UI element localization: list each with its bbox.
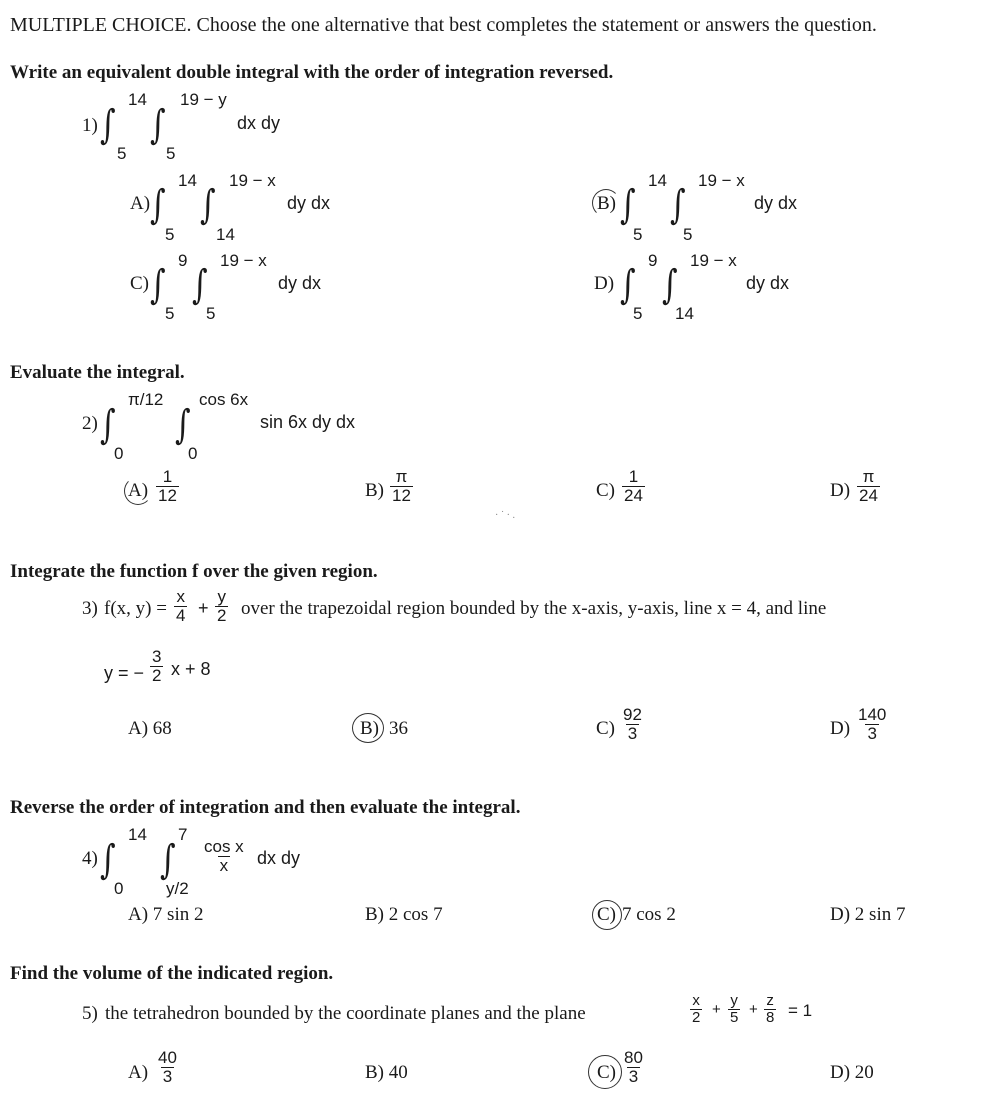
denominator: 2 xyxy=(217,605,227,625)
option-a[interactable]: A) 7 sin 2 xyxy=(128,904,204,925)
plus-sign: + xyxy=(712,1001,721,1018)
denominator: x xyxy=(219,855,229,875)
inner-upper-limit: cos 6x xyxy=(199,390,249,409)
fraction xyxy=(857,468,880,505)
option-label: A) xyxy=(128,480,149,501)
integrand-fraction xyxy=(202,838,246,875)
numerator: cos x xyxy=(204,837,244,856)
integral-sign: ∫ xyxy=(100,837,116,883)
outer-upper-limit: 14 xyxy=(178,171,197,190)
numerator: 92 xyxy=(623,705,642,724)
outer-lower-limit: 5 xyxy=(165,225,175,244)
question-text: the tetrahedron bounded by the coordinate planes and the plane xyxy=(105,1003,586,1024)
outer-upper-limit: 14 xyxy=(128,90,147,109)
fraction xyxy=(156,1049,179,1086)
section-heading-5: Find the volume of the indicated region. xyxy=(10,963,334,984)
integral-sign: ∫ xyxy=(150,262,166,308)
option-value: 36 xyxy=(389,718,408,739)
inner-lower-limit: 0 xyxy=(188,444,198,463)
denominator: 3 xyxy=(867,723,877,743)
section-heading-2: Evaluate the integral. xyxy=(10,362,185,383)
denominator: 12 xyxy=(158,485,177,505)
outer-upper-limit: 14 xyxy=(128,825,147,844)
plus-sign: + xyxy=(198,598,209,618)
denominator: 12 xyxy=(392,485,411,505)
fraction xyxy=(622,1049,645,1086)
outer-lower-limit: 5 xyxy=(117,144,127,163)
outer-lower-limit: 0 xyxy=(114,444,124,463)
fraction xyxy=(728,993,740,1026)
differential: dy dx xyxy=(746,273,790,293)
integral-sign: ∫ xyxy=(670,182,686,228)
integral-sign: ∫ xyxy=(175,402,191,448)
numerator: 1 xyxy=(628,467,639,486)
integral-sign: ∫ xyxy=(662,262,678,308)
differential: dy dx xyxy=(287,193,331,213)
fraction xyxy=(215,588,228,625)
option-label: C) xyxy=(597,1062,616,1083)
denominator: 24 xyxy=(624,485,643,505)
numerator: π xyxy=(862,467,875,486)
fraction xyxy=(174,588,187,625)
differential: dy dx xyxy=(754,193,798,213)
outer-upper-limit: 9 xyxy=(648,251,658,270)
inner-upper-limit: 19 − x xyxy=(690,251,737,270)
numerator: 1 xyxy=(162,467,173,486)
numerator: y xyxy=(217,587,226,606)
integrand: sin 6x dy dx xyxy=(260,412,356,432)
outer-lower-limit: 0 xyxy=(114,879,124,898)
inner-lower-limit: y/2 xyxy=(166,879,189,898)
differential: dx dy xyxy=(257,848,301,868)
denominator: 3 xyxy=(627,723,638,743)
option-label: A) xyxy=(128,1062,149,1083)
scan-speck: · ˙ · . xyxy=(495,510,515,521)
fraction xyxy=(622,468,645,505)
fraction xyxy=(150,648,163,685)
outer-upper-limit: 14 xyxy=(648,171,667,190)
option-b[interactable]: B) 40 xyxy=(365,1062,408,1083)
integral-sign: ∫ xyxy=(150,102,166,148)
integral-sign: ∫ xyxy=(620,182,636,228)
option-label: B) xyxy=(365,480,384,501)
answer-mark-circle xyxy=(124,477,152,505)
question-number: 5) xyxy=(82,1003,98,1024)
denominator: 2 xyxy=(152,665,162,685)
inner-upper-limit: 19 − x xyxy=(229,171,276,190)
inner-lower-limit: 14 xyxy=(675,304,694,323)
inner-upper-limit: 19 − y xyxy=(180,90,227,109)
numerator: x xyxy=(692,992,700,1009)
integral-sign: ∫ xyxy=(100,402,116,448)
inner-lower-limit: 5 xyxy=(166,144,176,163)
option-label: A) xyxy=(130,193,151,214)
fraction xyxy=(156,468,179,505)
integral-sign: ∫ xyxy=(620,262,636,308)
option-label: C) xyxy=(596,480,615,501)
line-equation-lhs: y = − xyxy=(104,663,145,683)
option-label: B) xyxy=(360,718,379,739)
numerator: 40 xyxy=(158,1048,177,1067)
numerator: 140 xyxy=(858,705,887,724)
equals-one: = 1 xyxy=(788,1001,813,1020)
numerator: z xyxy=(766,992,774,1009)
denominator: 24 xyxy=(859,485,878,505)
denominator: 3 xyxy=(628,1066,639,1086)
inner-lower-limit: 5 xyxy=(683,225,693,244)
plus-sign: + xyxy=(749,1001,758,1018)
section-heading-1: Write an equivalent double integral with the order of integration reversed. xyxy=(10,62,614,83)
fraction xyxy=(621,706,644,743)
option-label: D) xyxy=(830,718,851,739)
integral-sign: ∫ xyxy=(100,102,116,148)
inner-upper-limit: 19 − x xyxy=(698,171,745,190)
integral-sign: ∫ xyxy=(160,837,176,883)
option-label: C) xyxy=(597,904,616,925)
numerator: x xyxy=(176,587,185,606)
numerator: 80 xyxy=(624,1048,643,1067)
option-label: D) xyxy=(830,480,851,501)
fraction xyxy=(764,993,776,1026)
instructions-header: MULTIPLE CHOICE. Choose the one alternative that best completes the statement or answers the question. xyxy=(10,14,877,36)
outer-lower-limit: 5 xyxy=(633,304,643,323)
line-equation-rhs: x + 8 xyxy=(171,659,211,679)
inner-lower-limit: 14 xyxy=(216,225,235,244)
question-number: 1) xyxy=(82,115,98,136)
option-label: A) 68 xyxy=(128,718,172,739)
question-number: 2) xyxy=(82,413,98,434)
outer-lower-limit: 5 xyxy=(633,225,643,244)
denominator: 3 xyxy=(162,1066,173,1086)
outer-upper-limit: π/12 xyxy=(128,390,164,409)
question-text: over the trapezoidal region bounded by the x-axis, y-axis, line x = 4, and line xyxy=(241,598,827,619)
inner-lower-limit: 5 xyxy=(206,304,216,323)
section-heading-4: Reverse the order of integration and then evaluate the integral. xyxy=(10,797,521,818)
outer-lower-limit: 5 xyxy=(165,304,175,323)
denominator: 5 xyxy=(730,1008,739,1026)
differential: dx dy xyxy=(237,113,281,133)
integral-sign: ∫ xyxy=(150,182,166,228)
option-d[interactable]: D) 2 sin 7 xyxy=(830,904,906,925)
option-value: 7 cos 2 xyxy=(622,904,676,925)
numerator: y xyxy=(730,992,738,1009)
denominator: 8 xyxy=(766,1008,775,1026)
option-d[interactable]: D) 20 xyxy=(830,1062,874,1083)
fraction xyxy=(856,706,888,743)
fraction xyxy=(390,468,413,505)
option-label: C) xyxy=(596,718,615,739)
option-label: C) xyxy=(130,273,149,294)
function-lhs: f(x, y) = xyxy=(104,598,167,619)
integral-sign: ∫ xyxy=(192,262,208,308)
inner-upper-limit: 7 xyxy=(178,825,188,844)
answer-mark-circle xyxy=(592,189,620,217)
numerator: 3 xyxy=(152,647,162,666)
option-b[interactable]: B) 2 cos 7 xyxy=(365,904,443,925)
numerator: π xyxy=(395,467,408,486)
differential: dy dx xyxy=(278,273,322,293)
option-label: D) xyxy=(594,273,615,294)
question-number: 3) xyxy=(82,598,98,619)
outer-upper-limit: 9 xyxy=(178,251,188,270)
denominator: 4 xyxy=(176,605,186,625)
section-heading-3: Integrate the function f over the given region. xyxy=(10,561,378,582)
fraction xyxy=(690,993,702,1026)
integral-sign: ∫ xyxy=(200,182,216,228)
question-number: 4) xyxy=(82,848,98,869)
option-label: B) xyxy=(597,193,616,214)
inner-upper-limit: 19 − x xyxy=(220,251,267,270)
denominator: 2 xyxy=(692,1008,701,1026)
